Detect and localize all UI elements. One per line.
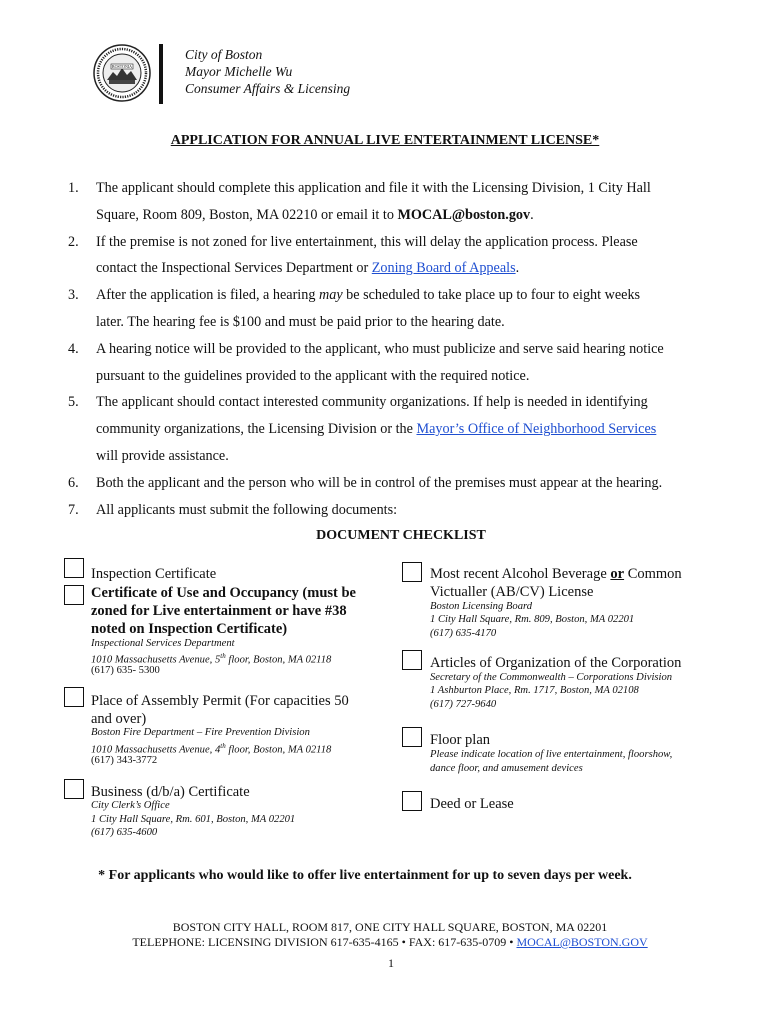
business-address: 1 City Hall Square, Rm. 601, Boston, MA 02201 [91, 814, 296, 825]
header-mayor: Mayor Michelle Wu [185, 64, 293, 79]
occupancy-certificate-checkbox[interactable] [64, 585, 84, 605]
zoning-board-link[interactable]: Zoning Board of Appeals [371, 260, 516, 277]
list-item: 3. After the application is filed, a hearing may be scheduled to take place up to four to eight weeks later. The hearing fee is $100 and must be paid prior to the hearing date. [68, 287, 641, 330]
alcohol-phone: (617) 635-4170 [430, 628, 497, 639]
checklist-title: DOCUMENT CHECKLIST [316, 528, 486, 543]
instructions-list [68, 175, 718, 523]
list-item: 1. The applicant should complete this application and file it with the Licensing Division, 1 City Hall Square, Room 809, Boston, MA 02210 or email it to MOCAL@boston.gov. [68, 180, 651, 223]
email-text: MOCAL@boston.gov [397, 206, 531, 223]
assembly-permit-label: Place of Assembly Permit (For capacities 50 and over) [91, 693, 349, 727]
footer-email-link[interactable]: MOCAL@BOSTON.GOV [516, 935, 648, 949]
deed-lease-checkbox[interactable] [402, 791, 422, 811]
occupancy-phone: (617) 635- 5300 [91, 665, 160, 676]
deed-lease-label: Deed or Lease [430, 796, 514, 812]
floor-plan-note-2: dance floor, and amusement devices [430, 763, 583, 774]
footer-address: BOSTON CITY HALL, ROOM 817, ONE CITY HALL SQUARE, BOSTON, MA 02201 [172, 920, 608, 934]
alcohol-dept: Boston Licensing Board [430, 601, 533, 612]
list-item: 5. The applicant should contact interested community organizations. If help is needed in identifying community organizations, the Licensing Division or the Mayor’s Office of Neighborhood Services will provide assistance. [68, 394, 657, 464]
articles-phone: (617) 727-9640 [430, 699, 497, 710]
alcohol-license-checkbox[interactable] [402, 562, 422, 582]
page-number: 1 [388, 956, 394, 970]
page-title: APPLICATION FOR ANNUAL LIVE ENTERTAINMENT LICENSE* [170, 133, 600, 148]
occupancy-dept: Inspectional Services Department [91, 638, 235, 649]
alcohol-address: 1 City Hall Square, Rm. 809, Boston, MA 02201 [430, 614, 635, 625]
list-item: 6. Both the applicant and the person who will be in control of the premises must appear at the hearing. [68, 474, 663, 491]
neighborhood-services-link[interactable]: Mayor’s Office of Neighborhood Services [416, 421, 657, 438]
occupancy-certificate-label: Certificate of Use and Occupancy (must be zoned for Live entertainment or have #38 noted on Inspection Certificate) [91, 585, 356, 637]
list-item: 4. A hearing notice will be provided to the applicant, who must publicize and serve said hearing notice pursuant to the guidelines provided to the applicant with the required notice. [68, 340, 664, 384]
inspection-certificate-label: Inspection Certificate [91, 566, 217, 582]
assembly-address: 1010 Massachusetts Avenue, 4th floor, Boston, MA 02118 [91, 742, 332, 756]
header-city: City of Boston [185, 47, 263, 62]
floor-plan-checkbox[interactable] [402, 727, 422, 747]
city-seal-icon [93, 44, 151, 102]
alcohol-license-label: Most recent Alcohol Beverage or Common Victualler (AB/CV) License [430, 566, 682, 600]
inspection-certificate-checkbox[interactable] [64, 558, 84, 578]
assembly-dept: Boston Fire Department – Fire Prevention Division [91, 727, 310, 738]
seal-lettering: BOSTONIA [111, 64, 133, 69]
business-certificate-label: Business (d/b/a) Certificate [91, 784, 250, 800]
business-dept: City Clerk’s Office [91, 800, 170, 811]
assembly-permit-checkbox[interactable] [64, 687, 84, 707]
articles-address: 1 Ashburton Place, Rm. 1717, Boston, MA 02108 [430, 685, 639, 696]
articles-label: Articles of Organization of the Corporation [430, 655, 682, 671]
occupancy-address: 1010 Massachusetts Avenue, 5th floor, Boston, MA 02118 [91, 652, 332, 666]
business-phone: (617) 635-4600 [91, 827, 158, 838]
floor-plan-label: Floor plan [430, 732, 491, 748]
header-text [185, 46, 350, 97]
floor-plan-note-1: Please indicate location of live entertainment, floorshow, [430, 749, 673, 760]
page-footer [0, 920, 770, 950]
list-item: 7. All applicants must submit the following documents: [68, 501, 398, 518]
header-divider [159, 44, 163, 104]
articles-checkbox[interactable] [402, 650, 422, 670]
list-item: 2. If the premise is not zoned for live entertainment, this will delay the application process. Please contact the Inspectional Services Department or Zoning Board of Appeals. [68, 233, 638, 277]
business-certificate-checkbox[interactable] [64, 779, 84, 799]
footer-contact: TELEPHONE: LICENSING DIVISION 617-635-4165 • FAX: 617-635-0709 • MOCAL@BOSTON.GOV [132, 935, 648, 949]
footnote: * For applicants who would like to offer live entertainment for up to seven days per week. [98, 868, 632, 883]
articles-dept: Secretary of the Commonwealth – Corporations Division [430, 672, 673, 683]
assembly-phone: (617) 343-3772 [91, 755, 158, 766]
header-department: Consumer Affairs & Licensing [185, 81, 351, 96]
